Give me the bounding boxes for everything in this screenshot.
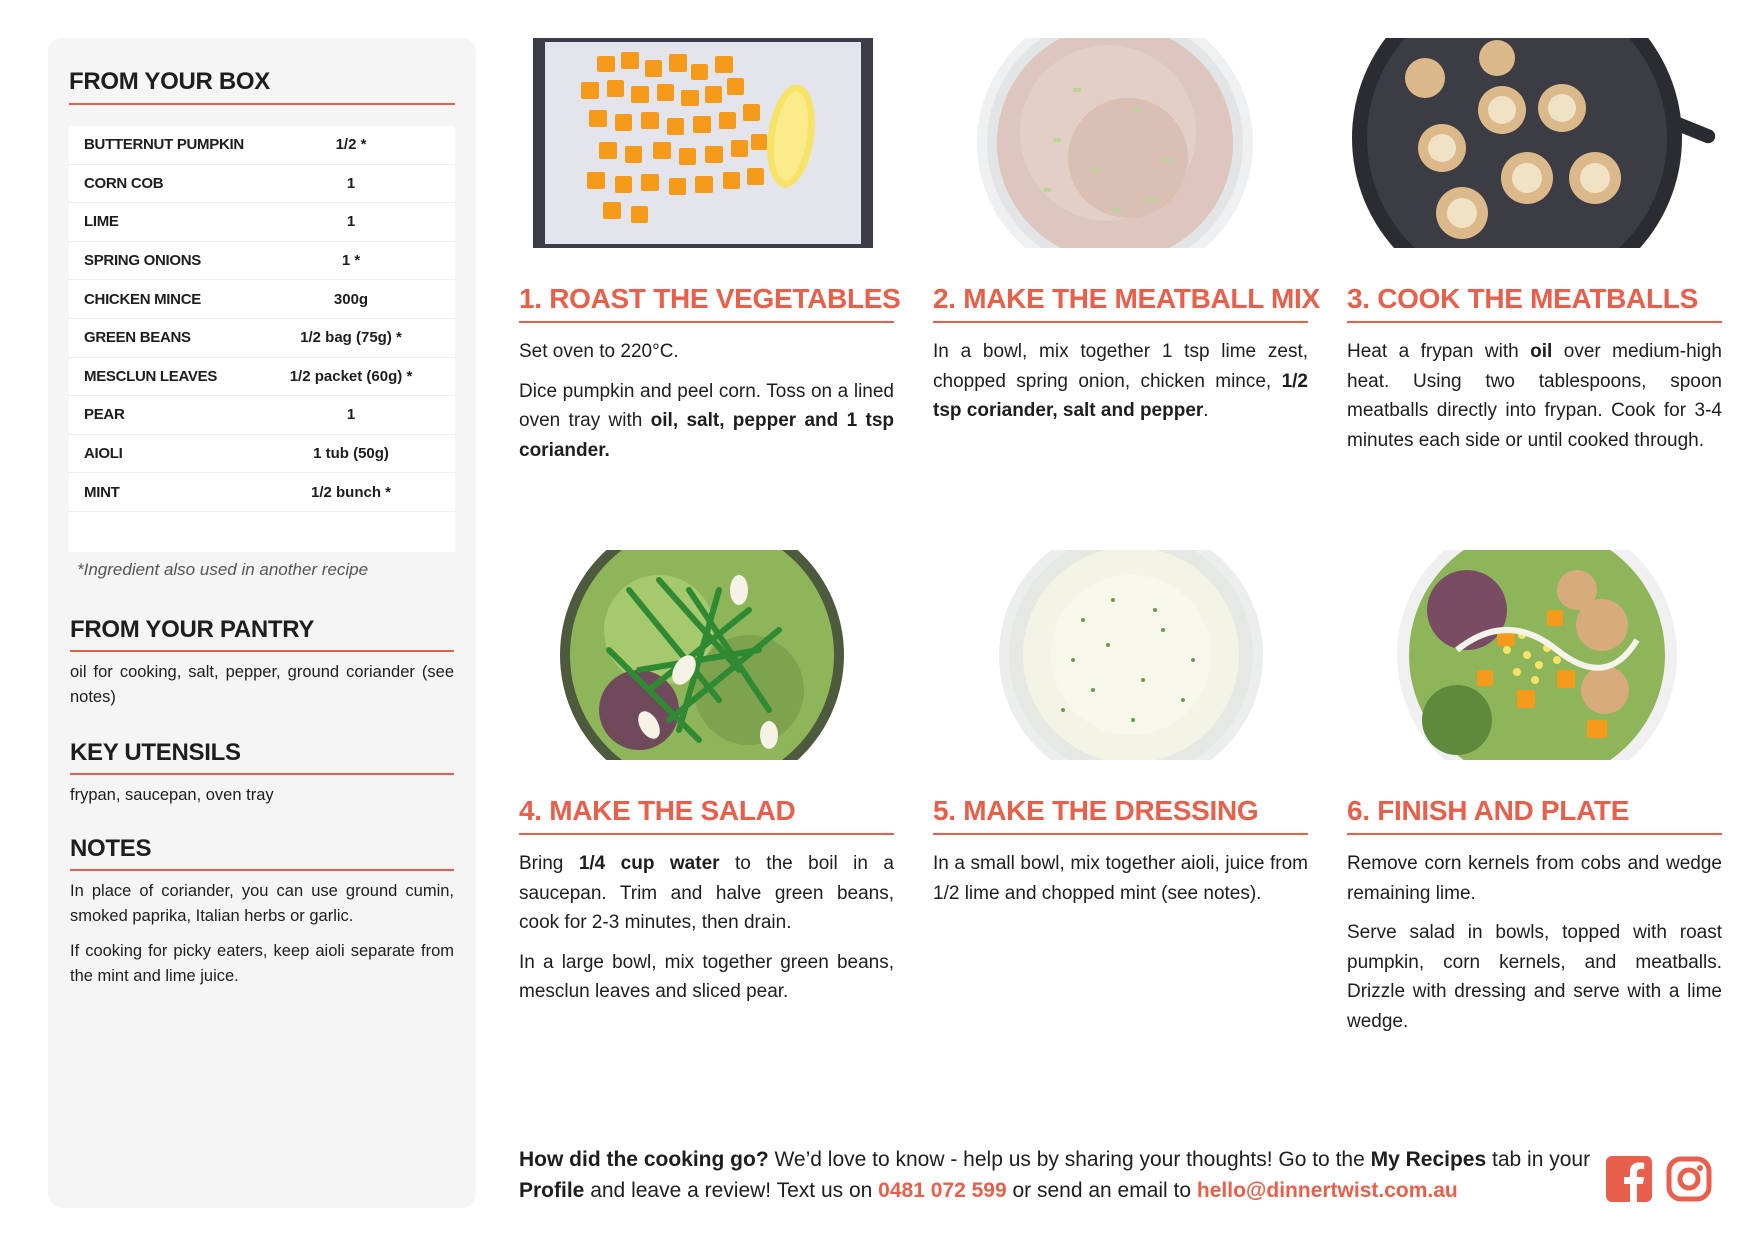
- ingredient-name: MESCLUN LEAVES: [84, 367, 218, 385]
- notes-text-1: In place of coriander, you can use ground cumin, smoked paprika, Italian herbs or garlic.: [70, 882, 454, 925]
- step-2-text-1a: In a bowl, mix together 1 tsp lime zest, chopped spring onion, chicken mince,: [933, 341, 1308, 392]
- step-2-text-1: [933, 337, 1308, 426]
- step-1-text-2b: oil, salt, pepper and 1 tsp coriander.: [519, 410, 895, 461]
- ingredient-name: CHICKEN MINCE: [84, 290, 201, 308]
- box-title: FROM YOUR BOX: [69, 68, 271, 95]
- ingredient-qty: 1/2 bag (75g) *: [300, 329, 402, 347]
- ingredient-qty: 1/2 packet (60g) *: [289, 367, 413, 385]
- ingredient-row: [69, 319, 455, 358]
- step-2-text-1c: .: [1203, 400, 1209, 421]
- salad-photo: [519, 550, 894, 760]
- ingredient-row: [69, 396, 455, 435]
- roast-vegetables-photo: [519, 38, 894, 248]
- step-1-title: 1. ROAST THE VEGETABLES: [519, 283, 901, 314]
- step-5-rule: [933, 833, 1308, 835]
- ingredient-name: CORN COB: [84, 174, 164, 192]
- step-3: [1347, 38, 1722, 465]
- step-6-body: [1347, 849, 1722, 1036]
- step-3-body: [1347, 337, 1722, 455]
- finish-plate-photo: [1347, 550, 1722, 760]
- ingredient-qty: 1/2 *: [335, 136, 367, 154]
- step-1-text-2: [519, 377, 894, 466]
- ingredient-qty: 1: [346, 174, 356, 192]
- my-recipes-label: My Recipes: [1370, 1148, 1487, 1171]
- footer-text-3: and leave a review! Text us on: [584, 1179, 879, 1202]
- ingredient-qty: 1: [346, 406, 356, 424]
- step-6-rule: [1347, 833, 1722, 835]
- ingredient-row: [69, 203, 455, 242]
- step-4-body: [519, 849, 894, 1007]
- step-6-text-1: Remove corn kernels from cobs and wedge remaining lime.: [1347, 853, 1722, 904]
- notes-text-2: If cooking for picky eaters, keep aioli separate from the mint and lime juice.: [70, 942, 454, 985]
- step-3-rule: [1347, 321, 1722, 323]
- notes-rule: [70, 869, 454, 871]
- profile-label: Profile: [519, 1179, 585, 1202]
- step-1-text-1: Set oven to 220°C.: [519, 341, 679, 362]
- step-3-text-1: [1347, 337, 1722, 455]
- step-1-text-2a: Dice pumpkin and peel corn. Toss on a lined oven tray with: [519, 380, 894, 431]
- ingredient-row: [69, 242, 455, 281]
- ingredient-row: [69, 165, 455, 204]
- pantry-text: oil for cooking, salt, pepper, ground coriander (see notes): [70, 663, 454, 706]
- step-5: [933, 550, 1308, 918]
- ingredient-name: SPRING ONIONS: [84, 252, 201, 270]
- step-3-title: 3. COOK THE MEATBALLS: [1347, 283, 1698, 314]
- step-5-body: [933, 849, 1308, 908]
- utensils-title: KEY UTENSILS: [70, 739, 241, 766]
- step-2-title: 2. MAKE THE MEATBALL MIX: [933, 283, 1320, 314]
- ingredient-qty: 1/2 bunch *: [310, 483, 392, 501]
- utensils-text: frypan, saucepan, oven tray: [70, 786, 274, 804]
- meatball-mix-photo: [933, 38, 1308, 248]
- step-5-title: 5. MAKE THE DRESSING: [933, 795, 1259, 826]
- ingredients-sidebar: [48, 38, 476, 1208]
- feedback-footer: [519, 1144, 1594, 1206]
- ingredient-row: [69, 473, 455, 512]
- step-6: [1347, 550, 1722, 1046]
- footer-question: How did the cooking go?: [519, 1148, 769, 1171]
- box-title-rule: [69, 103, 455, 105]
- step-1-body: [519, 337, 894, 465]
- notes-title: NOTES: [70, 835, 152, 862]
- ingredient-name: PEAR: [84, 406, 125, 424]
- step-6-text-2: Serve salad in bowls, topped with roast pumpkin, corn kernels, and meatballs. Drizzle with dressing and serve with a lime wedge.: [1347, 922, 1722, 1032]
- ingredient-qty: 1 tub (50g): [313, 445, 389, 463]
- pantry-rule: [70, 650, 454, 652]
- step-3-text-1a: Heat a frypan with: [1347, 341, 1531, 362]
- facebook-icon[interactable]: [1606, 1156, 1652, 1202]
- ingredient-row: [69, 280, 455, 319]
- ingredient-table: [69, 126, 455, 552]
- step-4: [519, 550, 894, 1017]
- ingredient-qty: 1 *: [341, 252, 361, 270]
- utensils-rule: [70, 773, 454, 775]
- step-4-text-1c: to the boil in a saucepan. Trim and halve green beans, cook for 2-3 minutes, then drain.: [519, 853, 894, 933]
- email-link[interactable]: hello@dinnertwist.com.au: [1196, 1179, 1458, 1202]
- ingredient-row: [69, 358, 455, 397]
- ingredient-name: GREEN BEANS: [84, 329, 191, 347]
- step-1-rule: [519, 321, 894, 323]
- step-2-rule: [933, 321, 1308, 323]
- instagram-icon[interactable]: [1666, 1156, 1712, 1202]
- ingredient-name: AIOLI: [84, 445, 123, 463]
- ingredient-name: MINT: [84, 483, 120, 501]
- pantry-title: FROM YOUR PANTRY: [70, 616, 315, 643]
- cook-meatballs-photo: [1347, 38, 1722, 248]
- footer-text-4: or send an email to: [1006, 1179, 1197, 1202]
- step-4-text-1a: Bring: [519, 853, 579, 874]
- step-6-title: 6. FINISH AND PLATE: [1347, 795, 1630, 826]
- ingredient-row: [69, 126, 455, 165]
- dressing-photo: [933, 550, 1308, 760]
- step-1: [519, 38, 901, 475]
- phone-link[interactable]: 0481 072 599: [878, 1179, 1007, 1202]
- ingredient-qty: 300g: [333, 290, 369, 308]
- step-2-text-1b: 1/2 tsp coriander, salt and pepper: [933, 370, 1308, 421]
- step-4-rule: [519, 833, 894, 835]
- step-3-text-1c: over medium-high heat. Using two tablespoons, spoon meatballs directly into frypan. Cook for 3-4 minutes each side or until cooked through.: [1347, 341, 1722, 451]
- ingredient-qty: 1: [346, 213, 356, 231]
- step-4-text-1: [519, 849, 894, 938]
- step-5-text-1: In a small bowl, mix together aioli, juice from 1/2 lime and chopped mint (see notes).: [933, 853, 1308, 904]
- ingredient-footnote: *Ingredient also used in another recipe: [77, 560, 369, 579]
- step-4-text-1b: 1/4 cup water: [578, 853, 720, 874]
- ingredient-row: [69, 435, 455, 474]
- ingredient-empty-row: [69, 512, 455, 552]
- step-2: [933, 38, 1320, 436]
- footer-text-2: tab in your: [1486, 1148, 1591, 1171]
- step-2-body: [933, 337, 1308, 426]
- footer-text-1: We’d love to know - help us by sharing your thoughts! Go to the: [768, 1148, 1371, 1171]
- step-4-text-2: In a large bowl, mix together green beans, mesclun leaves and sliced pear.: [519, 951, 894, 1002]
- step-3-text-1b: oil: [1530, 341, 1553, 362]
- ingredient-name: LIME: [84, 213, 119, 231]
- ingredient-name: BUTTERNUT PUMPKIN: [84, 136, 244, 154]
- step-4-title: 4. MAKE THE SALAD: [519, 795, 796, 826]
